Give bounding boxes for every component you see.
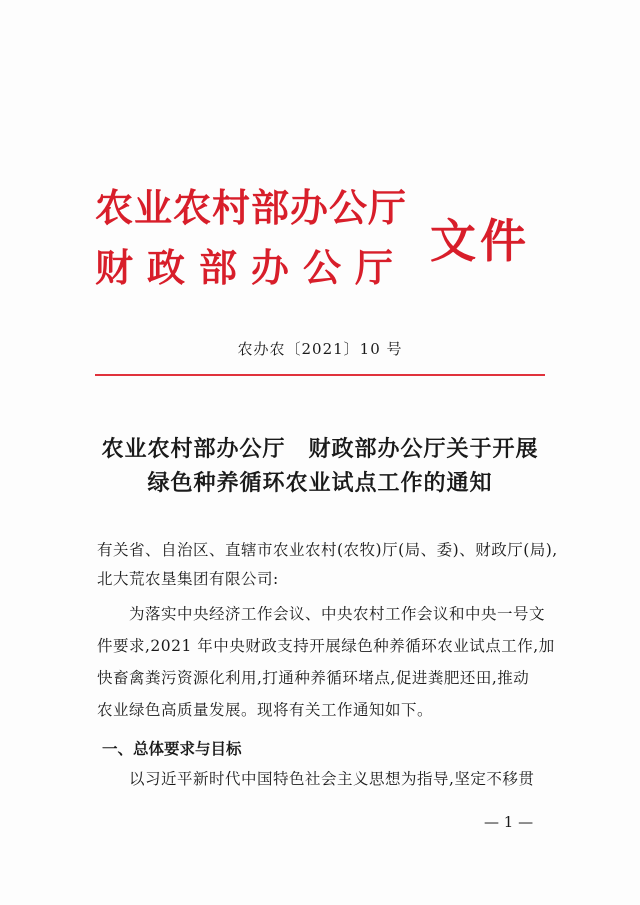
document-title-line-2: 绿色种养循环农业试点工作的通知 <box>147 471 493 496</box>
document-type-label: 文件 <box>430 214 530 268</box>
section-heading: 一、总体要求与目标 <box>102 740 242 758</box>
document-number: 农办农〔2021〕10 号 <box>237 340 403 358</box>
body-paragraph-line-3: 快畜禽粪污资源化利用,打通种养循环堵点,促进粪肥还田,推动 <box>97 669 530 687</box>
page-number: — 1 — <box>484 813 534 831</box>
red-divider-line <box>95 374 545 376</box>
issuer-line-1: 农业农村部办公厅 <box>95 185 408 230</box>
issuer-line-2: 财政部办公厅 <box>95 245 408 290</box>
document-title-line-1: 农业农村部办公厅 财政部办公厅关于开展 <box>101 437 539 462</box>
addressee-line-1: 有关省、自治区、直辖市农业农村(农牧)厅(局、委)、财政厅(局), <box>97 541 558 559</box>
body-paragraph-line-2: 件要求,2021 年中央财政支持开展绿色种养循环农业试点工作,加 <box>97 637 555 655</box>
addressee-line-2: 北大荒农垦集团有限公司: <box>97 570 279 588</box>
body-paragraph-line-5: 以习近平新时代中国特色社会主义思想为指导,坚定不移贯 <box>129 770 535 788</box>
body-paragraph-line-1: 为落实中央经济工作会议、中央农村工作会议和中央一号文 <box>129 605 546 623</box>
body-paragraph-line-4: 农业绿色高质量发展。现将有关工作通知如下。 <box>97 701 434 719</box>
